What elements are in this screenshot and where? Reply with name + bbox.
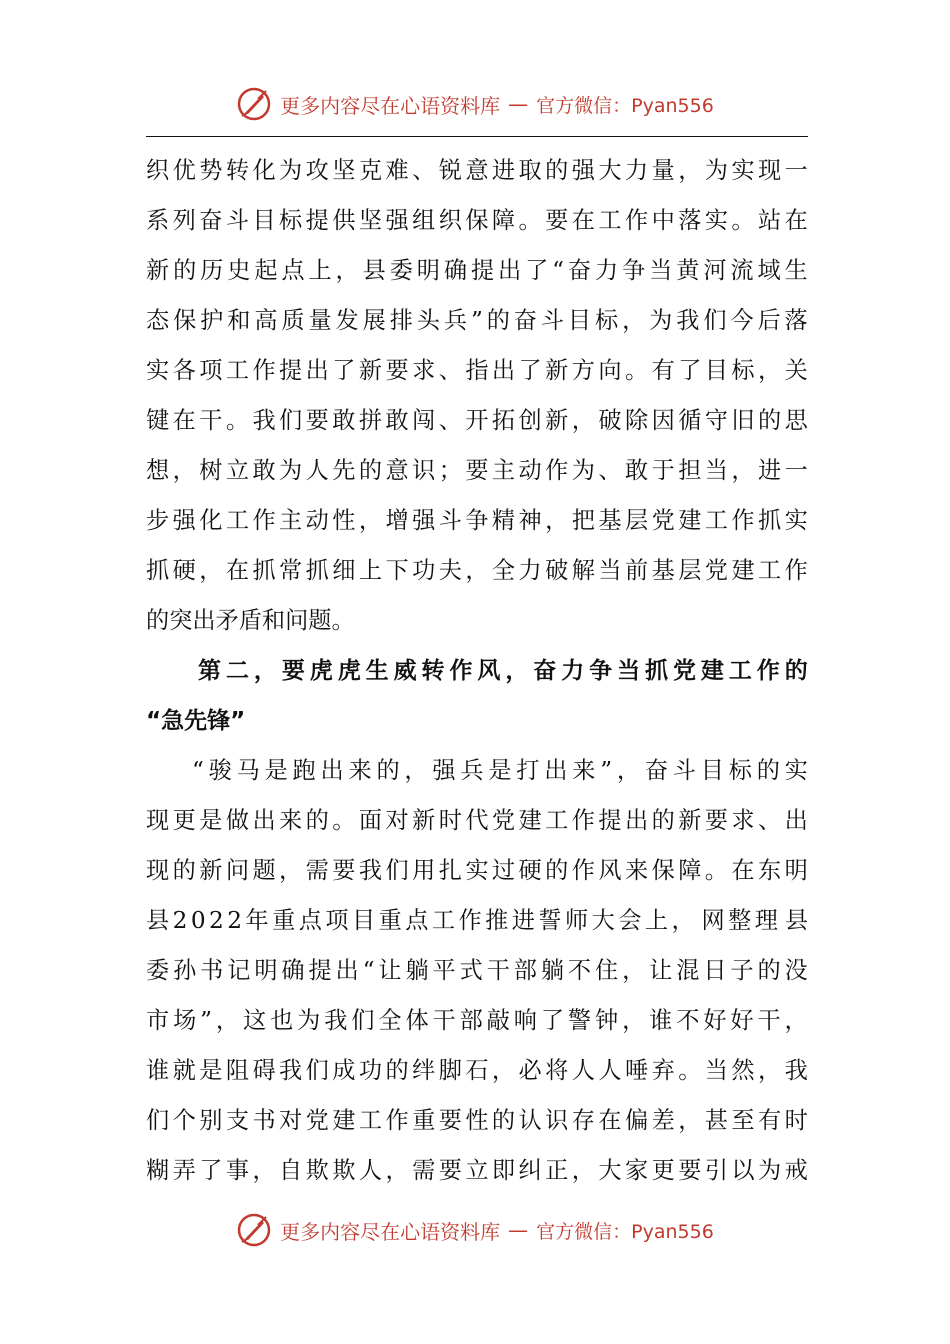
- text-line: 市 场 ” ， 这 也 为 我 们 全 体 干 部 敲 响 了 警 钟 ， 谁 不 好 好 干 ，: [146, 1007, 808, 1034]
- text-line: 现 的 新 问 题 ， 需 要 我 们 用 扎 实 过 硬 的 作 风 来 保 障 。 在 东 明: [146, 857, 808, 884]
- banner-dash: —: [508, 92, 529, 116]
- wechat-contact: 官方微信：Pyan556: [536, 94, 714, 117]
- text-line: 态 保 护 和 高 质 量 发 展 排 头 兵 ” 的 奋 斗 目 标 ， 为 我 们 今 后 落: [146, 307, 808, 334]
- footer-banner: [0, 1208, 950, 1252]
- text-line: 键 在 干 。 我 们 要 敢 拼 敢 闯 、 开 拓 创 新 ， 破 除 因 循 守 旧 的 思: [146, 407, 808, 434]
- heading-line: 第 二 ， 要 虎 虎 生 威 转 作 风 ， 奋 力 争 当 抓 党 建 工 作 的: [198, 658, 808, 684]
- text-line: 抓 硬 ， 在 抓 常 抓 细 上 下 功 夫 ， 全 力 破 解 当 前 基 层 党 建 工 作: [146, 557, 808, 584]
- text-line: 实 各 项 工 作 提 出 了 新 要 求 、 指 出 了 新 方 向 。 有 了 目 标 ， 关: [146, 357, 808, 384]
- text-line: 现 更 是 做 出 来 的 。 面 对 新 时 代 党 建 工 作 提 出 的 新 要 求 、 出: [146, 807, 808, 834]
- text-line: 糊 弄 了 事 ， 自 欺 欺 人 ， 需 要 立 即 纠 正 ， 大 家 更 要 引 以 为 戒: [146, 1157, 808, 1184]
- paragraph-2: [146, 746, 808, 1196]
- section-heading: [146, 646, 808, 746]
- text-line: 委 孙 书 记 明 确 提 出 “ 让 躺 平 式 干 部 躺 不 住 ， 让 混 日 子 的 没: [146, 957, 808, 984]
- document-body: [146, 146, 808, 1196]
- text-line: “ 骏 马 是 跑 出 来 的 ， 强 兵 是 打 出 来 ” ， 奋 斗 目 标 的 实: [192, 757, 808, 784]
- paragraph-1: [146, 146, 808, 646]
- header-rule: [146, 136, 808, 137]
- wechat-contact: 官方微信：Pyan556: [536, 1220, 714, 1243]
- quill-logo-icon: [236, 1212, 272, 1248]
- quill-logo-icon: [236, 86, 272, 122]
- banner-dash: —: [508, 1218, 529, 1242]
- text-line: 县 2 0 2 2 年 重 点 项 目 重 点 工 作 推 进 誓 师 大 会 上 ， 网 整 理 县: [146, 907, 808, 934]
- text-line: 谁 就 是 阻 碍 我 们 成 功 的 绊 脚 石 ， 必 将 人 人 唾 弃 。 当 然 ， 我: [146, 1057, 808, 1084]
- text-line: 想 ， 树 立 敢 为 人 先 的 意 识 ； 要 主 动 作 为 、 敢 于 担 当 ， 进 一: [146, 457, 808, 484]
- text-line: 新 的 历 史 起 点 上 ， 县 委 明 确 提 出 了 “ 奋 力 争 当 黄 河 流 域 生: [146, 257, 808, 284]
- text-line: 织 优 势 转 化 为 攻 坚 克 难 、 锐 意 进 取 的 强 大 力 量 ， 为 实 现 一: [146, 157, 808, 184]
- brand-text: 更多内容尽在心语资料库: [280, 93, 501, 118]
- text-line: 们 个 别 支 书 对 党 建 工 作 重 要 性 的 认 识 存 在 偏 差 ， 甚 至 有 时: [146, 1107, 808, 1134]
- text-line: 系 列 奋 斗 目 标 提 供 坚 强 组 织 保 障 。 要 在 工 作 中 落 实 。 站 在: [146, 207, 808, 234]
- text-line: 步 强 化 工 作 主 动 性 ， 增 强 斗 争 精 神 ， 把 基 层 党 建 工 作 抓 实: [146, 507, 808, 534]
- brand-text: 更多内容尽在心语资料库: [280, 1219, 501, 1244]
- header-banner: [0, 82, 950, 126]
- text-line: 的突出矛盾和问题。: [146, 607, 355, 634]
- heading-line: “急先锋”: [146, 708, 246, 734]
